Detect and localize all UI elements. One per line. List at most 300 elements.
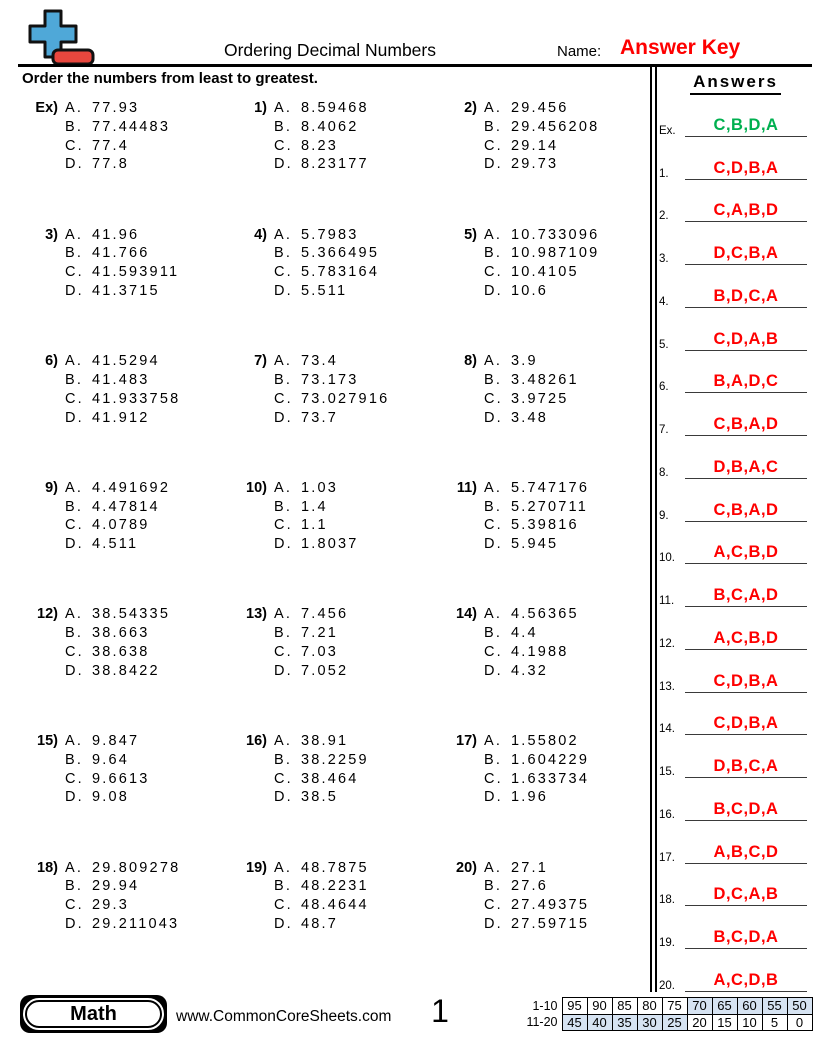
answer-key-value: Answer Key: [620, 36, 741, 59]
option-value: 9.6613: [92, 770, 150, 787]
problem-number: 14): [456, 606, 477, 623]
score-cell: 40: [587, 1014, 612, 1031]
score-cell: 50: [787, 998, 812, 1015]
option-letter: D.: [274, 915, 293, 932]
option-value: 38.2259: [301, 751, 369, 768]
answer-number-label: 1.: [659, 167, 669, 180]
option-value: 4.1988: [511, 643, 569, 660]
option-value: 5.945: [511, 536, 559, 553]
option-value: 4.0789: [92, 517, 150, 534]
answer-line: [685, 757, 807, 778]
answer-line: [685, 843, 807, 864]
score-cell: 30: [637, 1014, 662, 1031]
answer-row: [659, 308, 807, 351]
answer-value: A,B,C,D: [713, 842, 779, 861]
problem-option: [274, 896, 369, 915]
problem-number: 5): [464, 226, 477, 243]
option-value: 4.511: [92, 536, 139, 553]
problem-option: [65, 516, 170, 535]
option-letter: D.: [65, 156, 84, 173]
problem-option: [65, 732, 150, 751]
option-letter: A.: [65, 226, 84, 243]
problem-number: 6): [45, 353, 58, 370]
option-value: 5.747176: [511, 479, 590, 496]
answer-number-label: 16.: [659, 808, 675, 821]
option-value: 1.604229: [511, 751, 590, 768]
problem-number: 10): [246, 479, 267, 496]
option-value: 27.6: [511, 878, 549, 895]
option-value: 1.8037: [301, 536, 359, 553]
option-letter: A.: [484, 732, 503, 749]
problem-option: [274, 371, 389, 390]
option-value: 4.56365: [511, 606, 579, 623]
option-value: 7.03: [301, 643, 339, 660]
option-letter: C.: [484, 390, 503, 407]
problem-option: [274, 99, 369, 118]
option-letter: A.: [65, 732, 84, 749]
option-letter: D.: [484, 409, 503, 426]
answer-line: [685, 330, 807, 351]
option-letter: B.: [274, 245, 293, 262]
page-number: 1: [431, 993, 449, 1029]
score-cell: 85: [612, 998, 637, 1015]
option-letter: C.: [274, 517, 293, 534]
score-cell: 70: [687, 998, 712, 1015]
problem-option: [484, 624, 579, 643]
problem-option: [65, 535, 170, 554]
problem-option: [274, 498, 359, 517]
problem-number: 7): [254, 353, 267, 370]
option-value: 4.491692: [92, 479, 171, 496]
option-value: 73.173: [301, 371, 359, 388]
answer-row: [659, 393, 807, 436]
answer-line: [685, 629, 807, 650]
answer-row: [659, 436, 807, 479]
problem-option: [274, 409, 389, 428]
problem-option: [484, 643, 579, 662]
answer-row: [659, 906, 807, 949]
option-letter: D.: [484, 536, 503, 553]
option-value: 41.96: [92, 226, 140, 243]
option-value: 73.7: [301, 409, 339, 426]
option-value: 5.783164: [301, 264, 380, 281]
answer-line: [685, 458, 807, 479]
option-letter: B.: [65, 498, 84, 515]
option-value: 77.4: [92, 137, 130, 154]
problem-number: 17): [456, 732, 477, 749]
problem-number: Ex): [35, 100, 58, 116]
problem-options: [484, 859, 589, 934]
problem-option: [484, 371, 579, 390]
option-letter: C.: [65, 643, 84, 660]
option-letter: A.: [65, 353, 84, 370]
option-letter: A.: [274, 226, 293, 243]
problem: [24, 605, 233, 732]
score-cell: 65: [712, 998, 737, 1015]
option-value: 41.912: [92, 409, 150, 426]
problem-number: 15): [37, 732, 58, 749]
answer-number-label: 12.: [659, 637, 675, 650]
option-letter: C.: [274, 390, 293, 407]
answer-row: [659, 137, 807, 180]
option-value: 27.59715: [511, 915, 590, 932]
problem-options: [65, 605, 170, 680]
problem-option: [274, 263, 379, 282]
option-value: 3.48261: [511, 371, 579, 388]
answer-number-label: 9.: [659, 509, 669, 522]
answer-value: A,C,D,B: [713, 970, 779, 989]
answer-row: [659, 564, 807, 607]
option-value: 1.4: [301, 498, 328, 515]
problem-option: [484, 788, 589, 807]
option-letter: C.: [65, 897, 84, 914]
problem-option: [65, 226, 179, 245]
option-value: 27.1: [511, 859, 549, 876]
answer-line: [685, 372, 807, 393]
score-range-label: 1-10: [532, 998, 558, 1013]
option-letter: C.: [274, 137, 293, 154]
problem-option: [274, 605, 348, 624]
problem-option: [274, 859, 369, 878]
problem-option: [65, 137, 170, 156]
problem: [24, 732, 233, 859]
problem: [443, 352, 643, 479]
option-letter: B.: [484, 118, 503, 135]
option-value: 5.366495: [301, 245, 380, 262]
answer-number-label: 6.: [659, 381, 669, 394]
problem-option: [65, 751, 150, 770]
answer-row: [659, 351, 807, 394]
answer-value: C,B,D,A: [713, 115, 779, 134]
problem-option: [65, 352, 180, 371]
problem-option: [65, 371, 180, 390]
score-table: [524, 997, 813, 1031]
option-value: 4.4: [511, 625, 538, 642]
option-value: 29.456208: [511, 118, 600, 135]
answer-row: [659, 479, 807, 522]
problem: [233, 859, 443, 986]
option-value: 29.3: [92, 897, 130, 914]
problem-option: [65, 244, 179, 263]
score-cell: 10: [737, 1014, 762, 1031]
answer-number-label: 5.: [659, 338, 669, 351]
answer-value: C,B,A,D: [713, 500, 779, 519]
option-letter: D.: [274, 409, 293, 426]
answers-list: [659, 94, 807, 992]
problem-option: [484, 498, 589, 517]
option-value: 1.633734: [511, 770, 590, 787]
problem-option: [274, 516, 359, 535]
problem-option: [484, 662, 579, 681]
option-letter: B.: [484, 625, 503, 642]
option-letter: A.: [65, 100, 84, 116]
option-letter: C.: [484, 264, 503, 281]
problem-options: [274, 226, 379, 301]
answer-number-label: Ex.: [659, 124, 676, 137]
website-url: www.CommonCoreSheets.com: [176, 1008, 392, 1025]
option-value: 10.4105: [511, 264, 579, 281]
problem-number: 12): [37, 606, 58, 623]
answer-row: [659, 864, 807, 907]
problem-option: [274, 732, 369, 751]
option-letter: A.: [484, 479, 503, 496]
problem-number: 1): [254, 100, 267, 116]
problem-number: 20): [456, 859, 477, 876]
option-value: 8.4062: [301, 118, 359, 135]
option-letter: D.: [65, 282, 84, 299]
score-cell: 45: [562, 1014, 587, 1031]
problem-option: [274, 155, 369, 174]
option-value: 5.511: [301, 282, 348, 299]
problem-option: [274, 282, 379, 301]
option-value: 73.027916: [301, 390, 390, 407]
option-letter: A.: [274, 606, 293, 623]
score-cell: 25: [662, 1014, 687, 1031]
option-letter: A.: [484, 226, 503, 243]
option-letter: C.: [484, 770, 503, 787]
option-value: 3.9725: [511, 390, 569, 407]
problem: [443, 99, 643, 226]
problem-option: [65, 390, 180, 409]
answer-line: [685, 885, 807, 906]
answer-row: [659, 607, 807, 650]
problem-option: [274, 751, 369, 770]
answer-number-label: 3.: [659, 253, 669, 265]
option-value: 5.7983: [301, 226, 359, 243]
option-value: 7.052: [301, 662, 349, 679]
option-value: 9.64: [92, 751, 130, 768]
answer-number-label: 13.: [659, 680, 675, 693]
option-letter: D.: [65, 915, 84, 932]
option-letter: B.: [484, 498, 503, 515]
option-letter: B.: [274, 751, 293, 768]
score-cell: 0: [787, 1014, 812, 1031]
option-letter: B.: [65, 751, 84, 768]
option-letter: B.: [65, 878, 84, 895]
answer-row: [659, 522, 807, 565]
answer-number-label: 11.: [659, 595, 675, 607]
answer-line: [685, 714, 807, 735]
answer-value: D,B,A,C: [713, 457, 779, 476]
option-letter: A.: [274, 479, 293, 496]
problem-number: 19): [246, 859, 267, 876]
problem-option: [484, 479, 589, 498]
answer-line: [685, 159, 807, 180]
option-value: 5.39816: [511, 517, 579, 534]
problem-option: [484, 352, 579, 371]
answer-row: [659, 778, 807, 821]
option-letter: A.: [274, 859, 293, 876]
option-value: 38.91: [301, 732, 349, 749]
answer-number-label: 14.: [659, 723, 675, 736]
problem: [24, 226, 233, 353]
option-value: 7.21: [301, 625, 339, 642]
answer-value: B,C,A,D: [713, 586, 779, 604]
problem-number: 9): [45, 479, 58, 496]
option-value: 73.4: [301, 353, 339, 370]
problem-option: [484, 896, 589, 915]
option-value: 29.73: [511, 156, 559, 173]
problem-option: [274, 226, 379, 245]
score-cell: 90: [587, 998, 612, 1015]
answer-number-label: 7.: [659, 424, 669, 436]
answers-panel: [657, 67, 814, 992]
answer-value: C,A,B,D: [713, 201, 779, 220]
answer-row: [659, 222, 807, 265]
problem-options: [274, 479, 359, 554]
option-value: 1.96: [511, 789, 549, 806]
option-value: 10.987109: [511, 245, 600, 262]
option-letter: B.: [65, 371, 84, 388]
score-row: [524, 1014, 812, 1031]
option-letter: B.: [484, 878, 503, 895]
problem-option: [274, 352, 389, 371]
answer-value: C,D,B,A: [713, 158, 779, 177]
problem-option: [484, 770, 589, 789]
option-letter: C.: [484, 517, 503, 534]
option-letter: D.: [484, 156, 503, 173]
problem-options: [484, 732, 589, 807]
answer-number-label: 19.: [659, 937, 675, 949]
problem: [443, 732, 643, 859]
problem-options: [274, 352, 389, 427]
plus-minus-icon: [24, 8, 98, 66]
problem: [24, 859, 233, 986]
score-cell: 75: [662, 998, 687, 1015]
answer-line: [685, 201, 807, 222]
option-letter: B.: [65, 245, 84, 262]
problem-option: [274, 479, 359, 498]
problem-number: 18): [37, 859, 58, 876]
option-letter: C.: [484, 643, 503, 660]
option-value: 41.766: [92, 245, 150, 262]
problem-option: [65, 498, 170, 517]
option-value: 9.08: [92, 789, 130, 806]
option-letter: A.: [65, 479, 84, 496]
option-value: 1.1: [301, 517, 328, 534]
problem-option: [65, 605, 170, 624]
option-letter: A.: [65, 606, 84, 623]
problem: [233, 479, 443, 606]
option-value: 7.456: [301, 606, 349, 623]
option-value: 29.94: [92, 878, 140, 895]
option-letter: B.: [274, 371, 293, 388]
option-letter: C.: [65, 770, 84, 787]
option-letter: B.: [274, 118, 293, 135]
score-range-label: 11-20: [526, 1015, 558, 1030]
answer-line: [685, 800, 807, 821]
problem-number: 4): [254, 226, 267, 243]
problem-option: [65, 915, 180, 934]
answer-value: D,B,C,A: [713, 757, 779, 775]
option-value: 38.663: [92, 625, 150, 642]
answer-number-label: 20.: [659, 979, 675, 992]
problem-option: [274, 788, 369, 807]
option-letter: A.: [274, 100, 293, 116]
problem: [24, 352, 233, 479]
option-value: 77.8: [92, 156, 130, 173]
option-letter: A.: [274, 353, 293, 370]
answer-row: [659, 735, 807, 778]
answer-line: [685, 971, 807, 992]
problem-number: 3): [45, 226, 58, 243]
option-letter: D.: [65, 409, 84, 426]
problem-option: [484, 282, 599, 301]
problem-option: [65, 896, 180, 915]
option-value: 77.93: [92, 100, 140, 116]
option-value: 38.464: [301, 770, 359, 787]
problem-option: [65, 624, 170, 643]
option-value: 8.59468: [301, 100, 369, 116]
option-value: 41.5294: [92, 353, 160, 370]
answer-value: C,D,B,A: [713, 671, 779, 690]
problem: [233, 605, 443, 732]
option-letter: C.: [65, 264, 84, 281]
answer-value: C,B,A,D: [713, 415, 779, 433]
problem-number: 13): [246, 606, 267, 623]
answer-line: [685, 116, 807, 137]
answers-title: Answers: [690, 72, 781, 95]
problem-options: [274, 732, 369, 807]
problems-grid: [24, 99, 643, 985]
option-letter: C.: [274, 643, 293, 660]
problem-option: [65, 643, 170, 662]
problem: [443, 859, 643, 986]
problem-number: 2): [464, 100, 477, 116]
problem-number: 11): [456, 479, 477, 496]
problem-option: [65, 479, 170, 498]
problem-option: [274, 877, 369, 896]
problem-option: [65, 118, 170, 137]
option-value: 41.933758: [92, 390, 181, 407]
answer-value: D,C,B,A: [713, 244, 779, 262]
answers-divider: [650, 67, 657, 992]
problem-option: [65, 770, 150, 789]
option-letter: A.: [484, 606, 503, 623]
problem-options: [484, 226, 599, 301]
problem-number: 8): [464, 353, 477, 370]
problem-options: [484, 99, 599, 174]
problem-number: 16): [246, 732, 267, 749]
option-value: 38.54335: [92, 606, 171, 623]
answer-row: [659, 650, 807, 693]
problem: [443, 479, 643, 606]
option-letter: D.: [484, 282, 503, 299]
option-letter: D.: [274, 536, 293, 553]
problem-option: [484, 859, 589, 878]
option-letter: B.: [484, 245, 503, 262]
problem-option: [65, 859, 180, 878]
score-cell: 20: [687, 1014, 712, 1031]
problem-option: [65, 99, 170, 118]
subject-badge-label: Math: [25, 1000, 162, 1028]
option-value: 38.638: [92, 643, 150, 660]
problem-options: [65, 352, 180, 427]
option-letter: D.: [65, 789, 84, 806]
problem-option: [274, 624, 348, 643]
option-letter: D.: [65, 662, 84, 679]
problem-option: [484, 99, 599, 118]
option-letter: C.: [484, 897, 503, 914]
problem-option: [484, 390, 579, 409]
answer-row: [659, 265, 807, 308]
option-letter: A.: [274, 732, 293, 749]
problem: [443, 605, 643, 732]
problem-option: [484, 535, 589, 554]
option-value: 29.211043: [92, 915, 180, 932]
answer-row: [659, 949, 807, 992]
option-letter: B.: [65, 625, 84, 642]
